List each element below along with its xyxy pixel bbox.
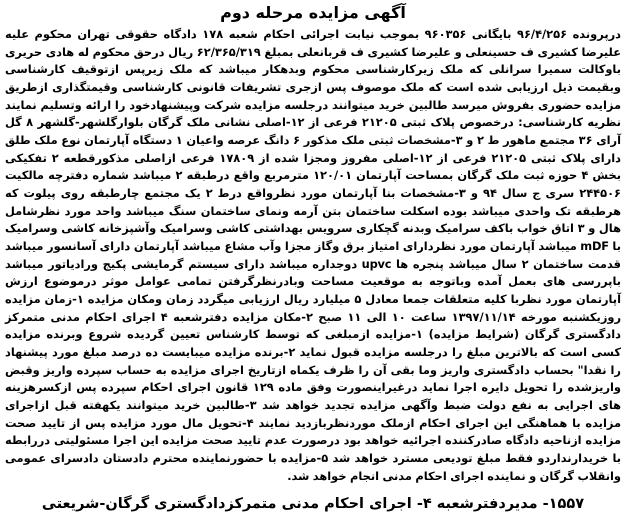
notice-title: آگهی مزایده مرحله دوم [220, 3, 406, 22]
notice-footer: ۱۵۵۷- مدیردفترشعبه ۴- اجرای احکام مدنی متمرکزدادگستری گرگان-شریعتی [41, 496, 585, 512]
notice-body: درپرونده ۹۶/۴/۲۵۶ بایگانی ۹۶۰۳۵۶ بموجب نیابت اجرائی احکام شعبه ۱۷۸ دادگاه حقوقی تهران محکوم علیه علیرضا کشیری ف حسینعلی و علیرضا کشیری ف قربانعلی بمبلغ ۶۲/۳۶۵/۳۱۹ ریال درحق محکوم له هادی حریری باوکالت سمیرا سرانلی که ملک زیرکارشناسی محکوم وبدهکار میباشد که ملک زیرپس ازتوقیف کارشناسی وبقیمت ذیل ارزیابی شده است که ملک موصوف پس ازجری تشریفات قانونی کارشناسی وقیمتگذاری ازطریق مزایده حضوری بفروش میرسد طالبین خرید میتوانند درجلسه مزایده شرکت وپیشنهادخود را ارائه وتسلیم نمایند نظریه کارشناسی: درخصوص پلاک ثبتی ۲۱۲۰۵ فرعی از ۱۲-اصلی نشانی ملک گرگان بلوارگلشهر-گلشهر ۸ گل آرای ۳۶ مجتمع ماهور ط ۲ و ۳-مشخصات ثبتی ملک مذکور ۶ دانگ عرصه واعیان ۱ دستگاه آپارتمان نوع ملک طلق دارای پلاک ثبتی ۲۱۲۰۵ فرعی از ۱۲-اصلی مفروز ومجزا شده از ۱۷۸۰۹ فرعی ازاصلی مذکورقطعه ۲ تفکیکی بخش ۴ حوزه ثبت ملک گرگان بمساحت آپارتمان ۱۲۰/۰۱ مترمربع واقع درطبقه ۲ میباشد شماره دفترچه مالکیت ۲۴۴۵۰۶ سری ج سال ۹۴ و ۳-مشخصات بنا آپارتمان مورد نظرواقع درط ۲ یک مجتمع چارطبقه روی پیلوت که هرطبقه تک واحدی میباشد بوده اسکلت ساختمان بتن آرمه ونمای ساختمان سنگ میباشد واحد مورد نظرشامل هال و ۳ اتاق خواب باکف سرامیک وبدنه گچکاری سرویس بهداشتی کاشی وسرامیک وآشپزخانه کاشی وسرامیک با mDF میباشد آپارتمان مورد نظردارای امتیاز برق وگاز مجزا وآب مشاع میباشد آپارتمان دارای آسانسور میباشد قدمت ساختمان ۲ سال میباشد پنجره ها upvc دوجداره میباشد دارای سیستم گرمایشی پکیج ورادیاتور میباشد باپررسی های بعمل آمده وباتوجه به موقعیت مساحت وبادرنظرگرفتن تمامی عوامل موثر درموضوع ارزش آپارتمان مورد نظربا کلیه متعلقات جمعا معادل ۵ میلیارد ریال ارزیابی میگردد زمان ومکان مزایده ۱-زمان مزایده روزیکشنبه مورخه ۱۳۹۷/۱۱/۱۴ ساعت ۱۰ الی ۱۱ صبح ۲-مکان مزایده دفترشعبه ۴ اجرای احکام مدنی متمرکز دادگستری گرگان (شرایط مزایده) ۱-مزایده ازمبلغی که توسط کارشناس تعیین گردیده شروع وبرنده مزایده کسی است که بالاترین مبلغ را درجلسه مزایده قبول نماید ۲-برنده مزایده میبایست ده درصد مبلغ مورد پیشنهاد را نقدا" بحساب دادگستری واریز وما بقی آن را ظرف یکماه ازتاریخ اجرای مزایده به حساب سپرده واریز وقبض واریزشده را تحویل دایره اجرا نماید درغیراینصورت وفق ماده ۱۲۹ قانون اجرای احکام سپرده پس ازکسرهزینه های اجرایی به نفع دولت ضبط وآگهی مزایده تجدید خواهد شد ۳-طالبین خرید میتوانند یکهفته قبل ازاجرای مزایده با هماهنگی این اجرای احکام ازملک موردنظربازدید نمایند ۴-تحویل مال مورد مزایده پس از تایید صحت مزایده ازناحیه دادگاه صادرکننده اجرائیه خواهد بود درصورت عدم تایید صحت مزایده این اجرا مسئولیتی دررابطه با خریدارنداردو فقط مبلغ تودیعی مسترد خواهد شد ۵-مزایده با حضورنماینده محترم دادستان دادسرای عمومی وانقلاب گرگان و نماینده اجرای احکام مدنی انجام خواهد شد. [5, 27, 622, 483]
